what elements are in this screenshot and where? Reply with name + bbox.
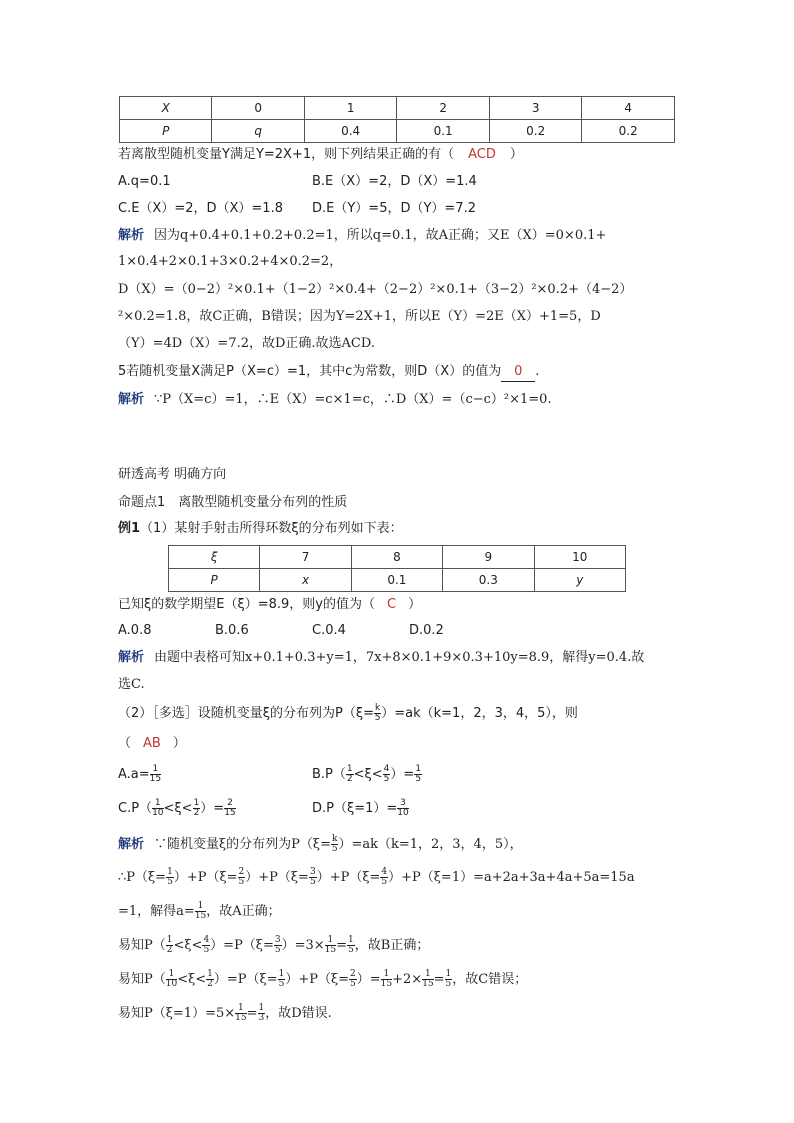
- options-row: [118, 622, 444, 640]
- distribution-table-x: [119, 96, 675, 143]
- question-stem: [118, 596, 421, 614]
- text-segment: 2: [350, 969, 356, 979]
- table-cell: 7: [260, 546, 351, 569]
- text-segment: 2: [193, 808, 200, 818]
- text-segment: A.0.8: [118, 623, 152, 638]
- text-segment: [118, 765, 312, 784]
- text-segment: 1: [152, 799, 163, 809]
- options-row: [118, 799, 409, 818]
- text-segment: 解析: [118, 392, 145, 407]
- text-segment: （1）某射手射击所得环数ξ的分布列如下表：: [140, 521, 403, 536]
- solution-line: [118, 1004, 332, 1023]
- table-cell: P: [169, 569, 260, 592]
- text-segment: ）=P（ξ=: [213, 972, 278, 987]
- text-segment: =1，解得a=: [118, 904, 195, 919]
- text-segment: 5: [374, 713, 381, 723]
- fraction: [414, 765, 422, 784]
- example-stem: [118, 520, 403, 538]
- text-segment: .: [535, 364, 540, 379]
- table-cell: 9: [443, 546, 534, 569]
- fraction: [325, 936, 336, 955]
- text-segment: 3: [397, 799, 408, 809]
- table-cell: x: [260, 569, 351, 592]
- text-segment: 解析: [118, 837, 145, 852]
- table-cell: 0.3: [443, 569, 534, 592]
- table-cell: P: [120, 120, 212, 143]
- table-cell: 0.2: [582, 120, 675, 143]
- table-row: [120, 97, 675, 120]
- text-segment: ）=ak（k=1，2，3，4，5），则: [381, 706, 578, 721]
- fraction: [206, 970, 214, 989]
- text-segment: 3: [274, 935, 281, 945]
- fraction: [202, 936, 210, 955]
- text-segment: ∵P（X=c）=1，∴E（X）=c×1=c，∴D（X）=（c−c）²×1=0.: [154, 392, 552, 407]
- text-segment: A.a=: [118, 767, 150, 782]
- solution-line: [118, 970, 527, 989]
- text-segment: ）=: [356, 972, 381, 987]
- fraction: [397, 799, 408, 818]
- text-segment: 1: [195, 902, 206, 912]
- text-segment: 15: [194, 911, 207, 921]
- text-segment: 10: [152, 808, 164, 818]
- text-segment: 5: [167, 877, 173, 887]
- table-cell: 10: [534, 546, 625, 569]
- text-segment: =: [246, 1006, 258, 1021]
- table-row: [169, 569, 626, 592]
- text-segment: 解析: [118, 228, 145, 243]
- text-segment: ，故B正确；: [354, 938, 430, 953]
- text-segment: 2: [224, 799, 235, 809]
- text-segment: 易知P（: [118, 972, 166, 987]
- text-segment: 15: [149, 774, 162, 784]
- fraction: [224, 799, 235, 818]
- options-row: [118, 173, 477, 191]
- text-segment: ）+P（ξ=: [173, 870, 238, 885]
- text-segment: 4: [383, 764, 390, 774]
- text-segment: 5: [415, 774, 422, 784]
- text-segment: 1: [258, 1003, 265, 1013]
- text-segment: <ξ<: [177, 972, 207, 987]
- fraction: [274, 936, 282, 955]
- fraction: [422, 970, 433, 989]
- text-segment: ，故D错误.: [265, 1006, 332, 1021]
- text-segment: 1: [422, 970, 433, 980]
- text-segment: 5: [274, 945, 281, 955]
- point-title: 命题点1 离散型随机变量分布列的性质: [118, 495, 348, 510]
- text-segment: ）=3×: [281, 938, 325, 953]
- solution-line: 选C.: [118, 677, 145, 692]
- text-segment: 2: [166, 945, 173, 955]
- text-segment: ∵随机变量ξ的分布列为P（ξ=: [154, 837, 331, 852]
- text-segment: 1: [445, 969, 452, 979]
- text-segment: k: [331, 834, 338, 844]
- text-segment: 5: [350, 979, 356, 989]
- fraction: [346, 765, 354, 784]
- text-segment: ）: [172, 736, 186, 751]
- table-cell: 8: [351, 546, 442, 569]
- section-title: 研透高考 明确方向: [118, 467, 227, 482]
- text-segment: 10: [397, 808, 409, 818]
- answer: ACD: [468, 147, 496, 162]
- solution-line: [118, 902, 281, 921]
- text-segment: 15: [235, 1013, 247, 1023]
- text-segment: 解析: [118, 650, 145, 665]
- text-segment: 15: [380, 979, 393, 989]
- table-row: [169, 546, 626, 569]
- table-cell: ξ: [169, 546, 260, 569]
- text-segment: （2）［多选］设随机变量ξ的分布列为P（ξ=: [118, 706, 375, 721]
- fraction: [380, 868, 388, 887]
- text-segment: 由题中表格可知x+0.1+0.3+y=1，7x+8×0.1+9×0.3+10y=8.9，解得y=0.4.故: [154, 650, 645, 665]
- text-segment: B.E（X）=2，D（X）=1.4: [312, 174, 477, 189]
- table-cell: q: [212, 120, 304, 143]
- solution-line: [118, 227, 606, 245]
- text-segment: 5: [278, 979, 285, 989]
- text-segment: ）=: [200, 801, 225, 816]
- text-segment: A.q=0.1: [118, 174, 171, 189]
- solution-line: D（X）=（0−2）²×0.1+（1−2）²×0.4+（2−2）²×0.1+（3−2）²×0.2+（4−2）: [118, 282, 633, 297]
- text-segment: D.E（Y）=5，D（Y）=7.2: [312, 201, 476, 216]
- table-cell: 0.4: [304, 120, 397, 143]
- answer-blank: 0: [501, 363, 535, 382]
- text-segment: C.E（X）=2，D（X）=1.8: [118, 201, 283, 216]
- solution-line: [118, 835, 523, 854]
- text-segment: B.0.6: [215, 623, 249, 638]
- text-segment: D.0.2: [409, 623, 444, 638]
- text-segment: 5: [383, 774, 390, 784]
- text-segment: 1: [415, 764, 422, 774]
- solution-line: [118, 868, 635, 887]
- distribution-table-xi: [168, 545, 626, 592]
- text-segment: 5: [309, 877, 316, 887]
- table-cell: X: [120, 97, 212, 120]
- text-segment: 1: [167, 867, 173, 877]
- table-cell: 0: [212, 97, 304, 120]
- solution-line: [118, 649, 644, 667]
- text-segment: 2: [207, 979, 213, 989]
- text-segment: 15: [422, 979, 434, 989]
- table-cell: 4: [582, 97, 675, 120]
- text-segment: 易知P（ξ=1）=5×: [118, 1006, 236, 1021]
- options-row: [118, 200, 476, 218]
- text-segment: ）+P（ξ=: [285, 972, 350, 987]
- solution-line: [118, 936, 429, 955]
- text-segment: =: [336, 938, 348, 953]
- table-cell: 0.1: [397, 120, 490, 143]
- table-row: [120, 120, 675, 143]
- text-segment: 2: [346, 774, 353, 784]
- text-segment: ）+P（ξ=1）=a+2a+3a+4a+5a=15a: [388, 870, 635, 885]
- text-segment: （: [118, 736, 132, 751]
- text-segment: 5: [238, 877, 245, 887]
- answer-line: [118, 735, 186, 753]
- text-segment: 1: [235, 1004, 246, 1014]
- text-segment: ）=ak（k=1，2，3，4，5），: [338, 837, 523, 852]
- text-segment: 因为q+0.4+0.1+0.2+0.2=1，所以q=0.1，故A正确；又E（X）=0×0.1+: [154, 228, 607, 243]
- text-segment: 4: [381, 867, 388, 877]
- text-segment: 已知ξ的数学期望E（ξ）=8.9，则y的值为（: [118, 597, 375, 612]
- question-stem: [118, 363, 539, 382]
- text-segment: 例1: [118, 521, 141, 536]
- text-segment: 15: [224, 808, 236, 818]
- text-segment: 2: [238, 867, 245, 877]
- text-segment: k: [375, 703, 381, 713]
- text-segment: 15: [324, 945, 337, 955]
- text-segment: 1: [166, 970, 177, 980]
- table-cell: 1: [304, 97, 397, 120]
- text-segment: ）+P（ξ=: [316, 870, 381, 885]
- table-cell: 3: [489, 97, 582, 120]
- text-segment: B.P（: [312, 767, 346, 782]
- text-segment: 5若随机变量X满足P（X=c）=1，其中c为常数，则D（X）的值为: [118, 364, 502, 379]
- text-segment: <ξ<: [353, 767, 383, 782]
- fraction: [349, 970, 357, 989]
- text-segment: 1: [325, 936, 336, 946]
- text-segment: ，故C错误；: [452, 972, 528, 987]
- table-cell: 0.2: [489, 120, 582, 143]
- fraction: [381, 970, 392, 989]
- fraction: [166, 970, 177, 989]
- text-segment: 1: [150, 765, 161, 775]
- table-cell: 0.1: [351, 569, 442, 592]
- solution-line: 1×0.4+2×0.1+3×0.2+4×0.2=2，: [118, 254, 343, 269]
- text-segment: ）: [509, 147, 523, 162]
- text-segment: ∴P（ξ=: [118, 870, 167, 885]
- text-segment: ）=: [390, 767, 415, 782]
- text-segment: 1: [278, 969, 285, 979]
- text-segment: +2×: [392, 972, 423, 987]
- text-segment: 1: [346, 764, 353, 774]
- fraction: [347, 936, 355, 955]
- answer: AB: [143, 736, 161, 751]
- fraction: [195, 902, 206, 921]
- text-segment: <ξ<: [163, 801, 193, 816]
- text-segment: 10: [165, 979, 178, 989]
- text-segment: 1: [348, 935, 354, 945]
- text-segment: 5: [445, 979, 452, 989]
- text-segment: 1: [381, 970, 392, 980]
- text-segment: [118, 799, 312, 818]
- question-stem: [118, 704, 578, 723]
- text-segment: 1: [166, 935, 173, 945]
- text-segment: 5: [203, 945, 210, 955]
- text-segment: 易知P（: [118, 938, 166, 953]
- text-segment: 3: [258, 1013, 265, 1023]
- text-segment: ）=P（ξ=: [210, 938, 274, 953]
- options-row: [118, 765, 422, 784]
- text-segment: 1: [193, 798, 200, 808]
- fraction: [309, 868, 317, 887]
- solution-line: [118, 391, 552, 409]
- answer: C: [386, 597, 397, 612]
- solution-line: （Y）=4D（X）=7.2，故D正确.故选ACD.: [118, 336, 375, 351]
- text-segment: 5: [348, 945, 354, 955]
- text-segment: D.P（ξ=1）=: [312, 801, 398, 816]
- table-cell: y: [534, 569, 625, 592]
- text-segment: 5: [381, 877, 388, 887]
- fraction: [166, 868, 174, 887]
- text-segment: 3: [309, 867, 316, 877]
- fraction: [150, 765, 161, 784]
- text-segment: 1: [207, 969, 213, 979]
- text-segment: =: [433, 972, 445, 987]
- text-segment: <ξ<: [173, 938, 203, 953]
- text-segment: 5: [331, 844, 338, 854]
- text-segment: ）: [408, 597, 422, 612]
- solution-line: ²×0.2=1.8，故C正确，B错误；因为Y=2X+1，所以E（Y）=2E（X）+1=5，D: [118, 309, 601, 324]
- fraction: [152, 799, 163, 818]
- fraction: [235, 1004, 246, 1023]
- table-cell: 2: [397, 97, 490, 120]
- text-segment: ）+P（ξ=: [245, 870, 309, 885]
- question-stem: [118, 146, 523, 164]
- text-segment: ，故A正确；: [206, 904, 281, 919]
- text-segment: C.0.4: [312, 623, 346, 638]
- text-segment: 4: [203, 935, 210, 945]
- text-segment: C.P（: [118, 801, 153, 816]
- text-segment: 若离散型随机变量Y满足Y=2X+1，则下列结果正确的有（: [118, 147, 455, 162]
